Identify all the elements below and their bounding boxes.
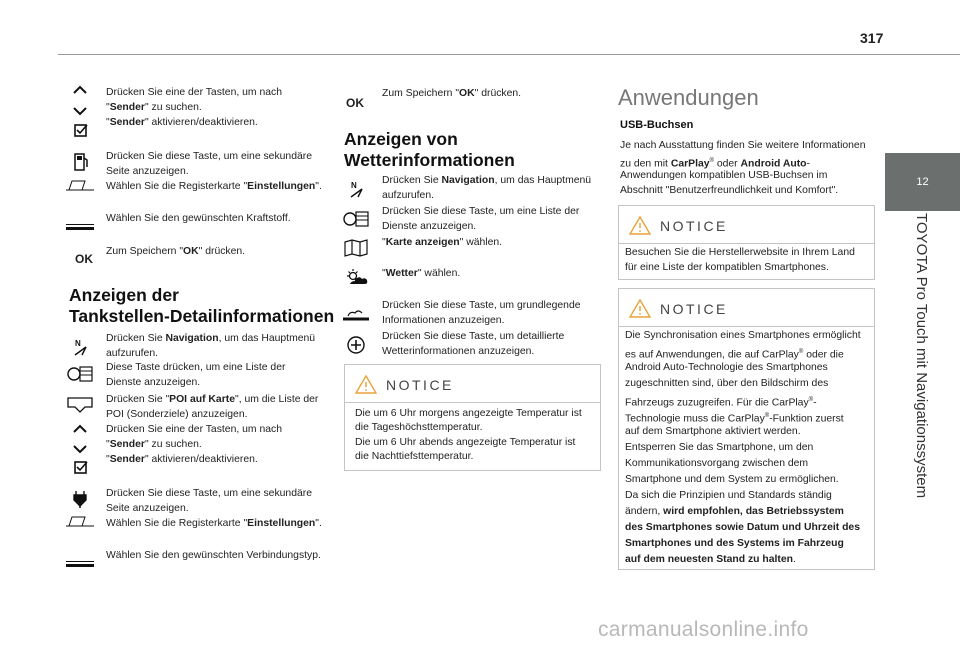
heading-wetter-line2: Wetterinformationen [344,150,515,170]
col1-t1-line1: Drücken Sie Navigation, um das Hauptmenü [106,333,316,344]
list-bar-icon [65,219,95,237]
notice-line: Android Auto-Technologie des Smartphones [625,362,828,373]
col3-p1-line3: Anwendungen kompatiblen USB-Buchsen im [620,170,828,181]
col1-s2-line1: Drücken Sie diese Taste, um eine sekundäre [106,151,313,162]
checkbox-icon [65,459,95,477]
col1-t5-line2: Seite anzuzeigen. [106,503,189,514]
col2-w5-line1: Drücken Sie diese Taste, um grundlegende [382,300,581,311]
col2-w6-line1: Drücken Sie diese Taste, um detaillierte [382,331,565,342]
map-icon [341,239,371,257]
col2-w1-line1: Drücken Sie Navigation, um das Hauptmenü [382,175,592,186]
col2-w4: "Wetter" wählen. [382,268,461,279]
heading-tankstellen-line2: Tankstellen-Detailinformationen [69,306,335,326]
warning-icon [355,375,377,394]
notice-title: NOTICE [660,218,728,234]
notice-title: NOTICE [660,301,728,317]
col1-s2-line3: Wählen Sie die Registerkarte "Einstellungen". [106,181,322,192]
notice-line: Technologie muss die CarPlay®-Funktion zuerst [625,413,844,425]
svg-text:N: N [351,181,357,190]
watermark: carmanualsonline.info [598,618,809,641]
warning-icon [629,216,651,235]
notice-line: auf dem Smartphone aktiviert werden. [625,426,801,437]
notice-divider [345,402,600,403]
heading-wetter-line1: Anzeigen von [344,129,458,149]
notice-line: Entsperren Sie das Smartphone, um den [625,442,814,453]
col1-t2-line1: Diese Taste drücken, um eine Liste der [106,362,286,373]
notice-line: die Nachttiefsttemperatur. [355,451,474,462]
col1-t4-line2: "Sender" zu suchen. [106,439,202,450]
col1-t5-line1: Drücken Sie diese Taste, um eine sekundäre [106,488,313,499]
chevron-down-icon [65,440,95,458]
chapter-number: 12 [916,176,929,188]
notice-line: die Tageshöchsttemperatur. [355,422,483,433]
col1-t3-line1: Drücken Sie "POI auf Karte", um die Liste der [106,394,319,405]
tab-shape-icon [65,512,95,530]
notice-line: auf dem neuesten Stand zu halten. [625,554,796,565]
col2-w2-line1: Drücken Sie diese Taste, um eine Liste der [382,206,580,217]
list-bar-icon [65,556,95,574]
ok-icon: OK [346,96,364,110]
col2-w5-line2: Informationen anzuzeigen. [382,315,505,326]
checkbox-icon [65,122,95,140]
heading-tankstellen-line1: Anzeigen der [69,285,179,305]
notice-line: Da sich die Prinzipien und Standards ständig [625,490,832,501]
weather-icon [341,268,371,286]
notice-box-website [618,205,875,280]
col1-s1-line2: "Sender" zu suchen. [106,102,202,113]
col2-w1-line2: aufzurufen. [382,190,434,201]
col1-t5-line3: Wählen Sie die Registerkarte "Einstellungen". [106,518,322,529]
notice-line: Smartphone und dem System zu ermöglichen. [625,474,839,485]
notice-line: Besuchen Sie die Herstellerwebsite in Ihrem Land [625,247,855,258]
heading-anwendungen: Anwendungen [618,85,759,110]
notice-line: Kommunikationsvorgang zwischen dem [625,458,809,469]
col1-s2-line2: Seite anzuzeigen. [106,166,189,177]
col2-ok: Zum Speichern "OK" drücken. [382,88,522,99]
col3-p1-line4: Abschnitt "Benutzerfreundlichkeit und Komfort". [620,185,839,196]
page-number: 317 [860,30,884,46]
services-list-icon [341,210,371,228]
secondary-page-icon [65,153,95,171]
col1-t3-line2: POI (Sonderziele) anzuzeigen. [106,409,248,420]
notice-line: Die um 6 Uhr morgens angezeigte Temperatur ist [355,408,582,419]
navigation-icon [65,338,95,356]
col1-t6: Wählen Sie den gewünschten Verbindungstyp. [106,550,321,561]
notice-line: Smartphones und des Systems im Fahrzeug [625,538,844,549]
notice-line: für eine Liste der kompatiblen Smartphones. [625,262,829,273]
col3-p1-line1: Je nach Ausstattung finden Sie weitere Informationen [620,140,866,151]
notice-line: ändern, wird empfohlen, das Betriebssystem [625,506,844,517]
notice-title: NOTICE [386,377,454,393]
basic-info-icon [341,306,371,324]
notice-line: Die Synchronisation eines Smartphones ermöglicht [625,330,861,341]
notice-line: es auf Anwendungen, die auf CarPlay® oder die [625,349,844,361]
col1-s1-line3: "Sender" aktivieren/deaktivieren. [106,117,258,128]
plus-circle-icon [341,336,371,354]
col1-t4-line1: Drücken Sie eine der Tasten, um nach [106,424,282,435]
warning-icon [629,299,651,318]
col1-t4-line3: "Sender" aktivieren/deaktivieren. [106,454,258,465]
notice-divider [619,326,874,327]
plug-icon [65,490,95,508]
subheading-usb: USB-Buchsen [620,119,694,131]
poi-map-icon [65,396,95,414]
navigation-icon [341,180,371,198]
services-list-icon [65,365,95,383]
col1-t2-line2: Dienste anzuzeigen. [106,377,201,388]
col1-t1-line2: aufzurufen. [106,348,158,359]
ok-icon: OK [75,252,93,266]
col1-s1-line1: Drücken Sie eine der Tasten, um nach [106,87,282,98]
chevron-up-icon [65,81,95,99]
col2-w3: "Karte anzeigen" wählen. [382,237,503,248]
col3-p1-line2: zu den mit CarPlay® oder Android Auto- [620,158,810,170]
col1-s4: Zum Speichern "OK" drücken. [106,246,246,257]
chapter-title-container [908,213,934,533]
svg-text:N: N [75,339,81,348]
notice-line: Fahrzeugs zuzugreifen. Für die CarPlay®- [625,397,817,409]
tab-shape-icon [65,176,95,194]
col2-w6-line2: Wetterinformationen anzuzeigen. [382,346,535,357]
notice-divider [619,243,874,244]
chapter-tab [885,153,960,211]
chapter-title: TOYOTA Pro Touch mit Navigationssystem [913,213,930,499]
header-divider [58,54,960,55]
notice-line: Die um 6 Uhr abends angezeigte Temperatur ist [355,437,576,448]
notice-line: zugeschnitten sind, über den Bildschirm des [625,378,829,389]
notice-box-smartphone [618,288,875,570]
notice-line: des Smartphones sowie Datum und Uhrzeit des [625,522,860,533]
col1-s3: Wählen Sie den gewünschten Kraftstoff. [106,213,291,224]
chevron-up-icon [65,420,95,438]
chevron-down-icon [65,102,95,120]
col2-w2-line2: Dienste anzuzeigen. [382,221,477,232]
notice-box-weather [344,364,601,471]
